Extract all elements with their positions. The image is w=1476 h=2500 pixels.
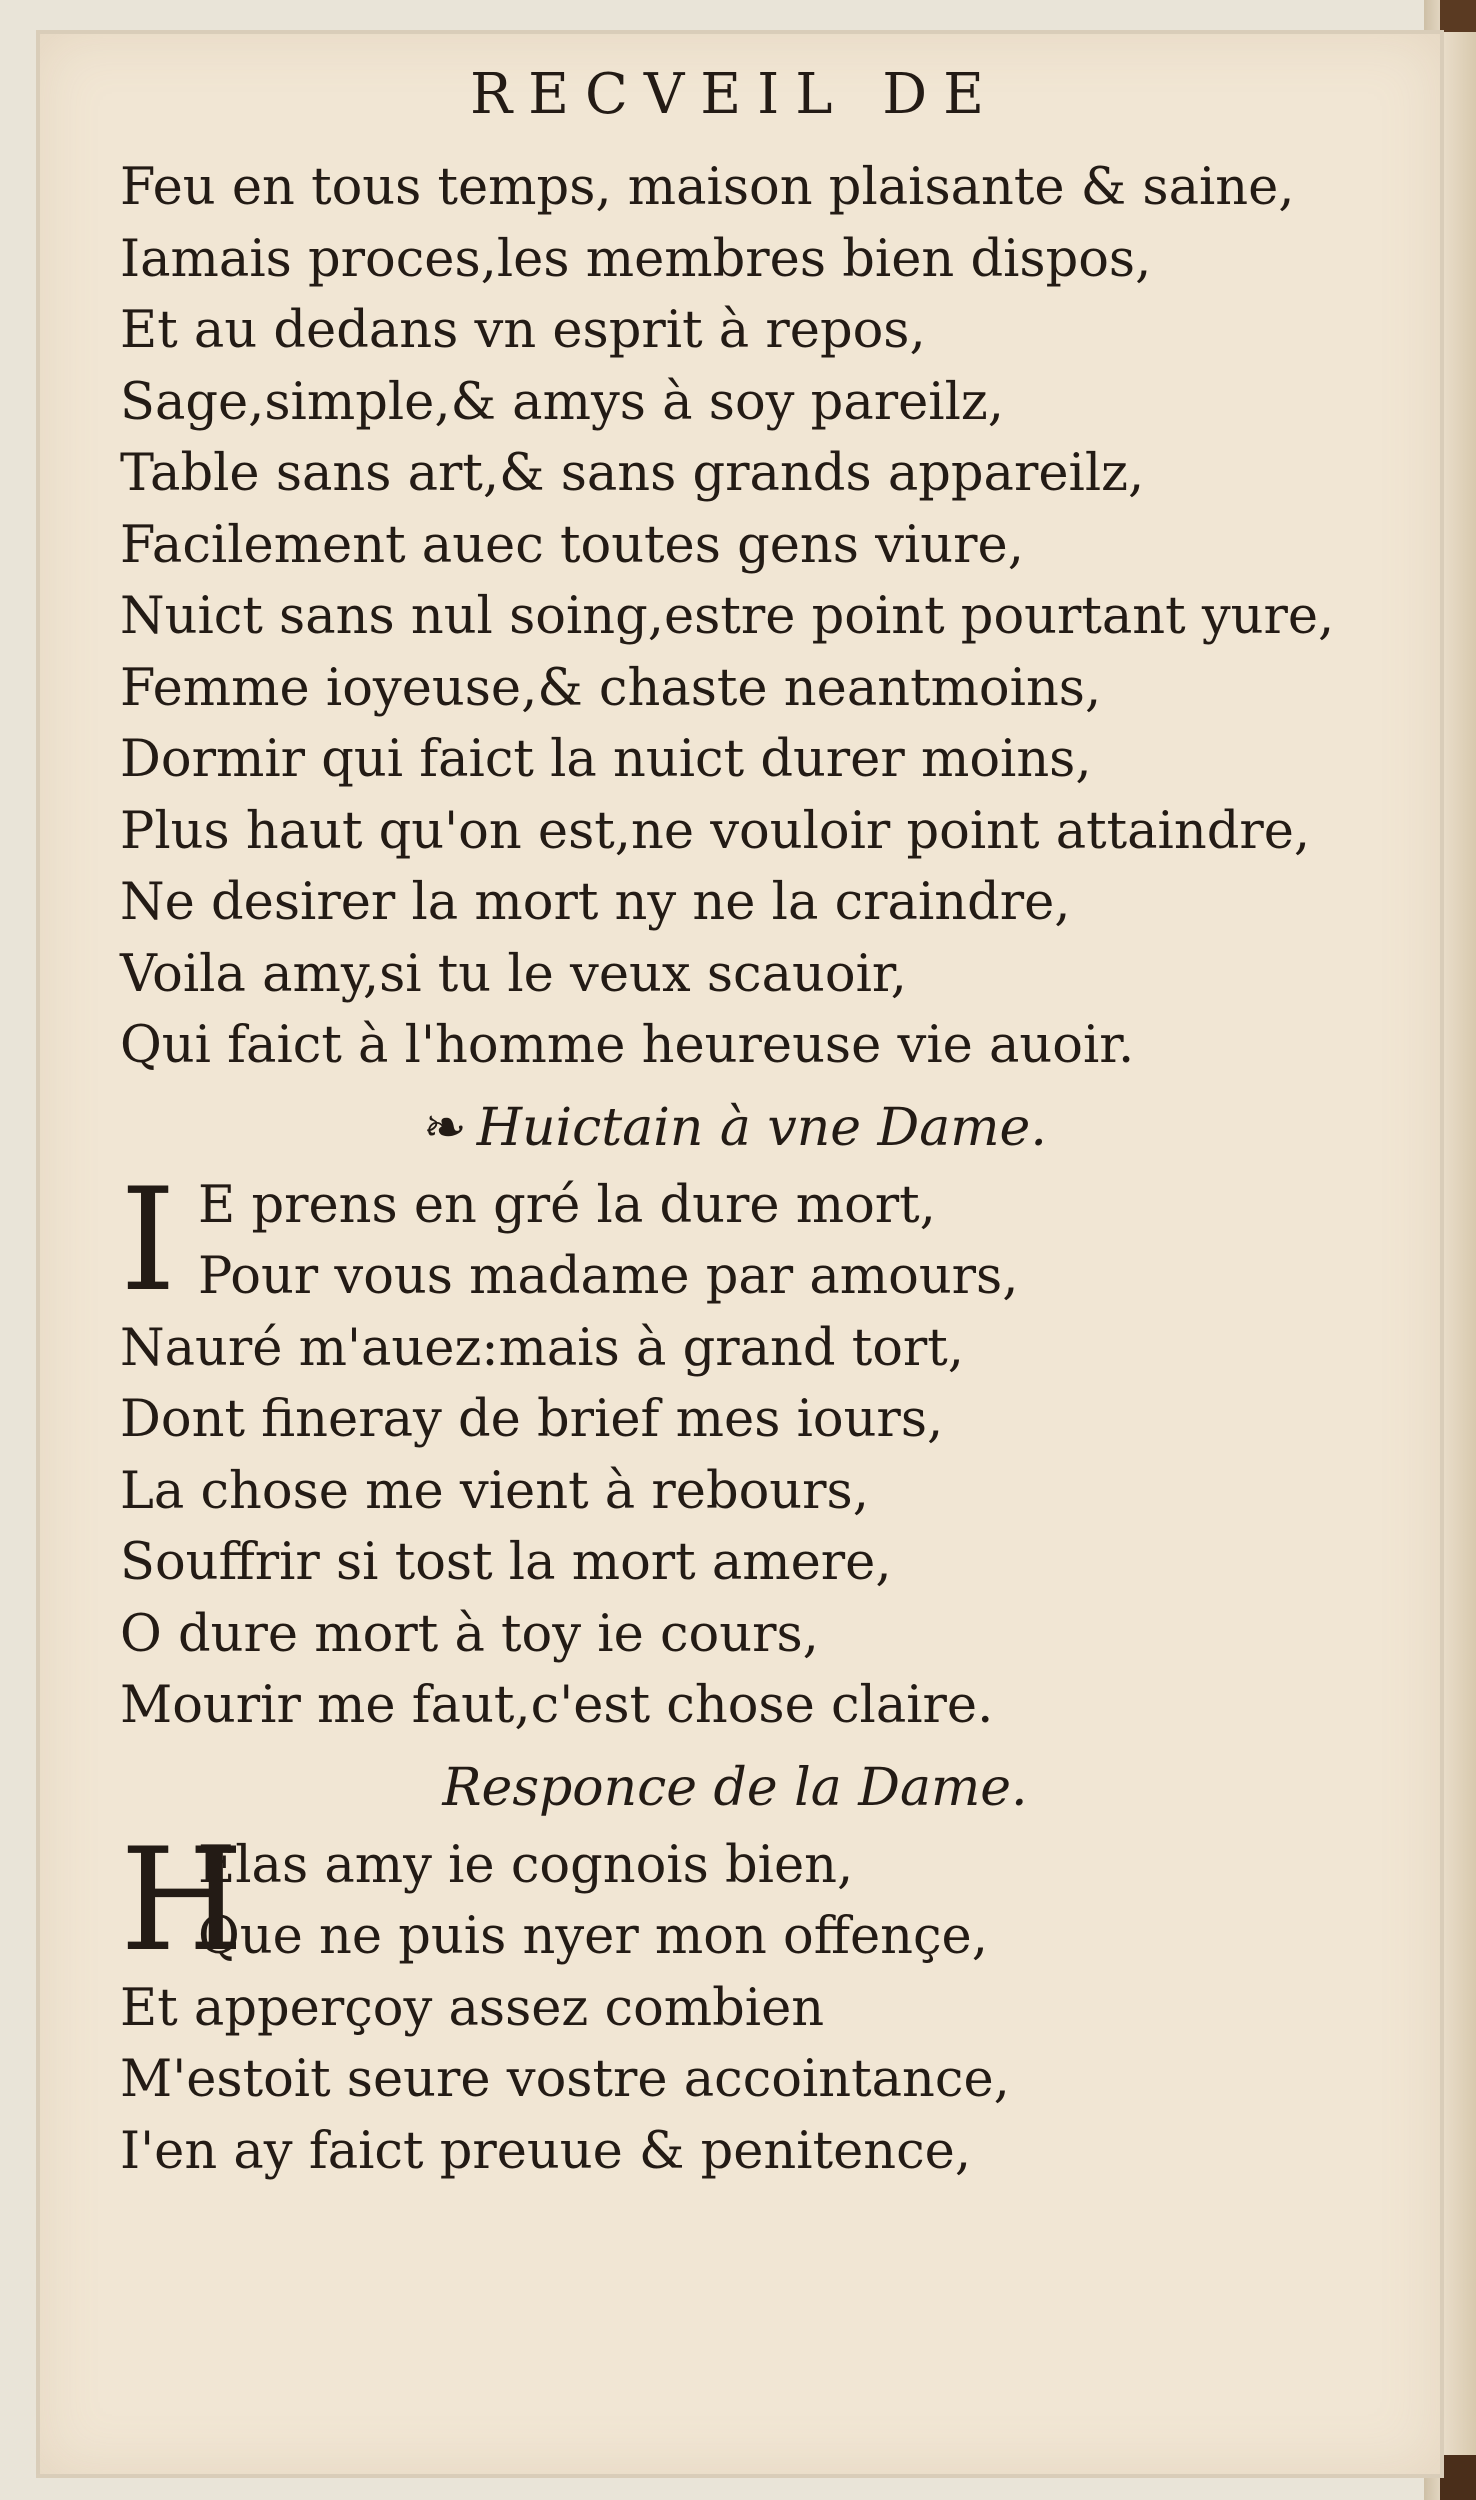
verse-line: Plus haut qu'on est,ne vouloir point attaindre, [120,801,1311,861]
verse-line: Ne desirer la mort ny ne la craindre, [120,873,1071,932]
verse-line: Nauré m'auez:mais à grand tort, [120,1318,965,1378]
verse-line: Voila amy,si tu le veux scauoir, [120,944,907,1004]
section-heading-responce: Responce de la Dame. [442,1757,1028,1818]
verse-line: Mourir me faut,c'est chose claire. [120,1676,994,1735]
running-head: RECVEIL DE [469,62,1001,127]
verse-line: Nuict sans nul soing,estre point pourtant yure, [120,587,1335,646]
verse-line: I'en ay faict preuue & penitence, [120,2121,972,2181]
page-text [120,60,1350,2187]
verse-line: O dure mort à toy ie cours, [120,1604,819,1664]
verse-line: Dormir qui faict la nuict durer moins, [120,730,1092,789]
binding-edge-bottom [1440,2455,1476,2500]
verse-line: Et au dedans vn esprit à repos, [120,301,926,360]
verse-line: Facilement auec toutes gens viure, [120,515,1024,575]
verse-line: Dont fineray de brief mes iours, [120,1390,944,1449]
verse-line: Souffrir si tost la mort amere, [120,1533,892,1592]
verse-line: Femme ioyeuse,& chaste neantmoins, [120,658,1102,718]
verse-line: Que ne puis nyer mon offençe, [198,1907,988,1966]
verse-line: Et apperçoy assez combien [120,1978,825,2038]
binding-edge-top [1440,0,1476,32]
verse-line: Iamais proces,les membres bien dispos, [120,229,1152,289]
poem-responce-rest [120,1973,1350,2188]
poem-huictain-rest [120,1313,1350,1742]
section-heading-huictain [120,1088,1350,1168]
heading-text: Huictain à vne Dame. [476,1097,1047,1158]
verse-line: Sage,simple,& amys à soy pareilz, [120,372,1004,432]
fleuron-icon: ❧ [423,1097,467,1158]
verse-line: M'estoit seure vostre accointance, [120,2050,1010,2109]
drop-cap-i: I [120,1157,177,1323]
verse-line: Feu en tous temps, maison plaisante & saine, [120,158,1295,217]
verse-line: E prens en gré la dure mort, [198,1175,936,1235]
verse-line: Elas amy ie cognois bien, [198,1835,854,1895]
poem-huictain [120,1157,1350,1742]
drop-cap-h: H [120,1817,244,1983]
verse-line: Table sans art,& sans grands appareilz, [120,444,1145,503]
verse-line: Pour vous madame par amours, [198,1247,1019,1306]
verse-line: La chose me vient à rebours, [120,1461,869,1521]
poem-responce [120,1817,1350,2188]
stanza-1 [120,152,1350,1082]
verse-line: Qui faict à l'homme heureuse vie auoir. [120,1016,1135,1075]
